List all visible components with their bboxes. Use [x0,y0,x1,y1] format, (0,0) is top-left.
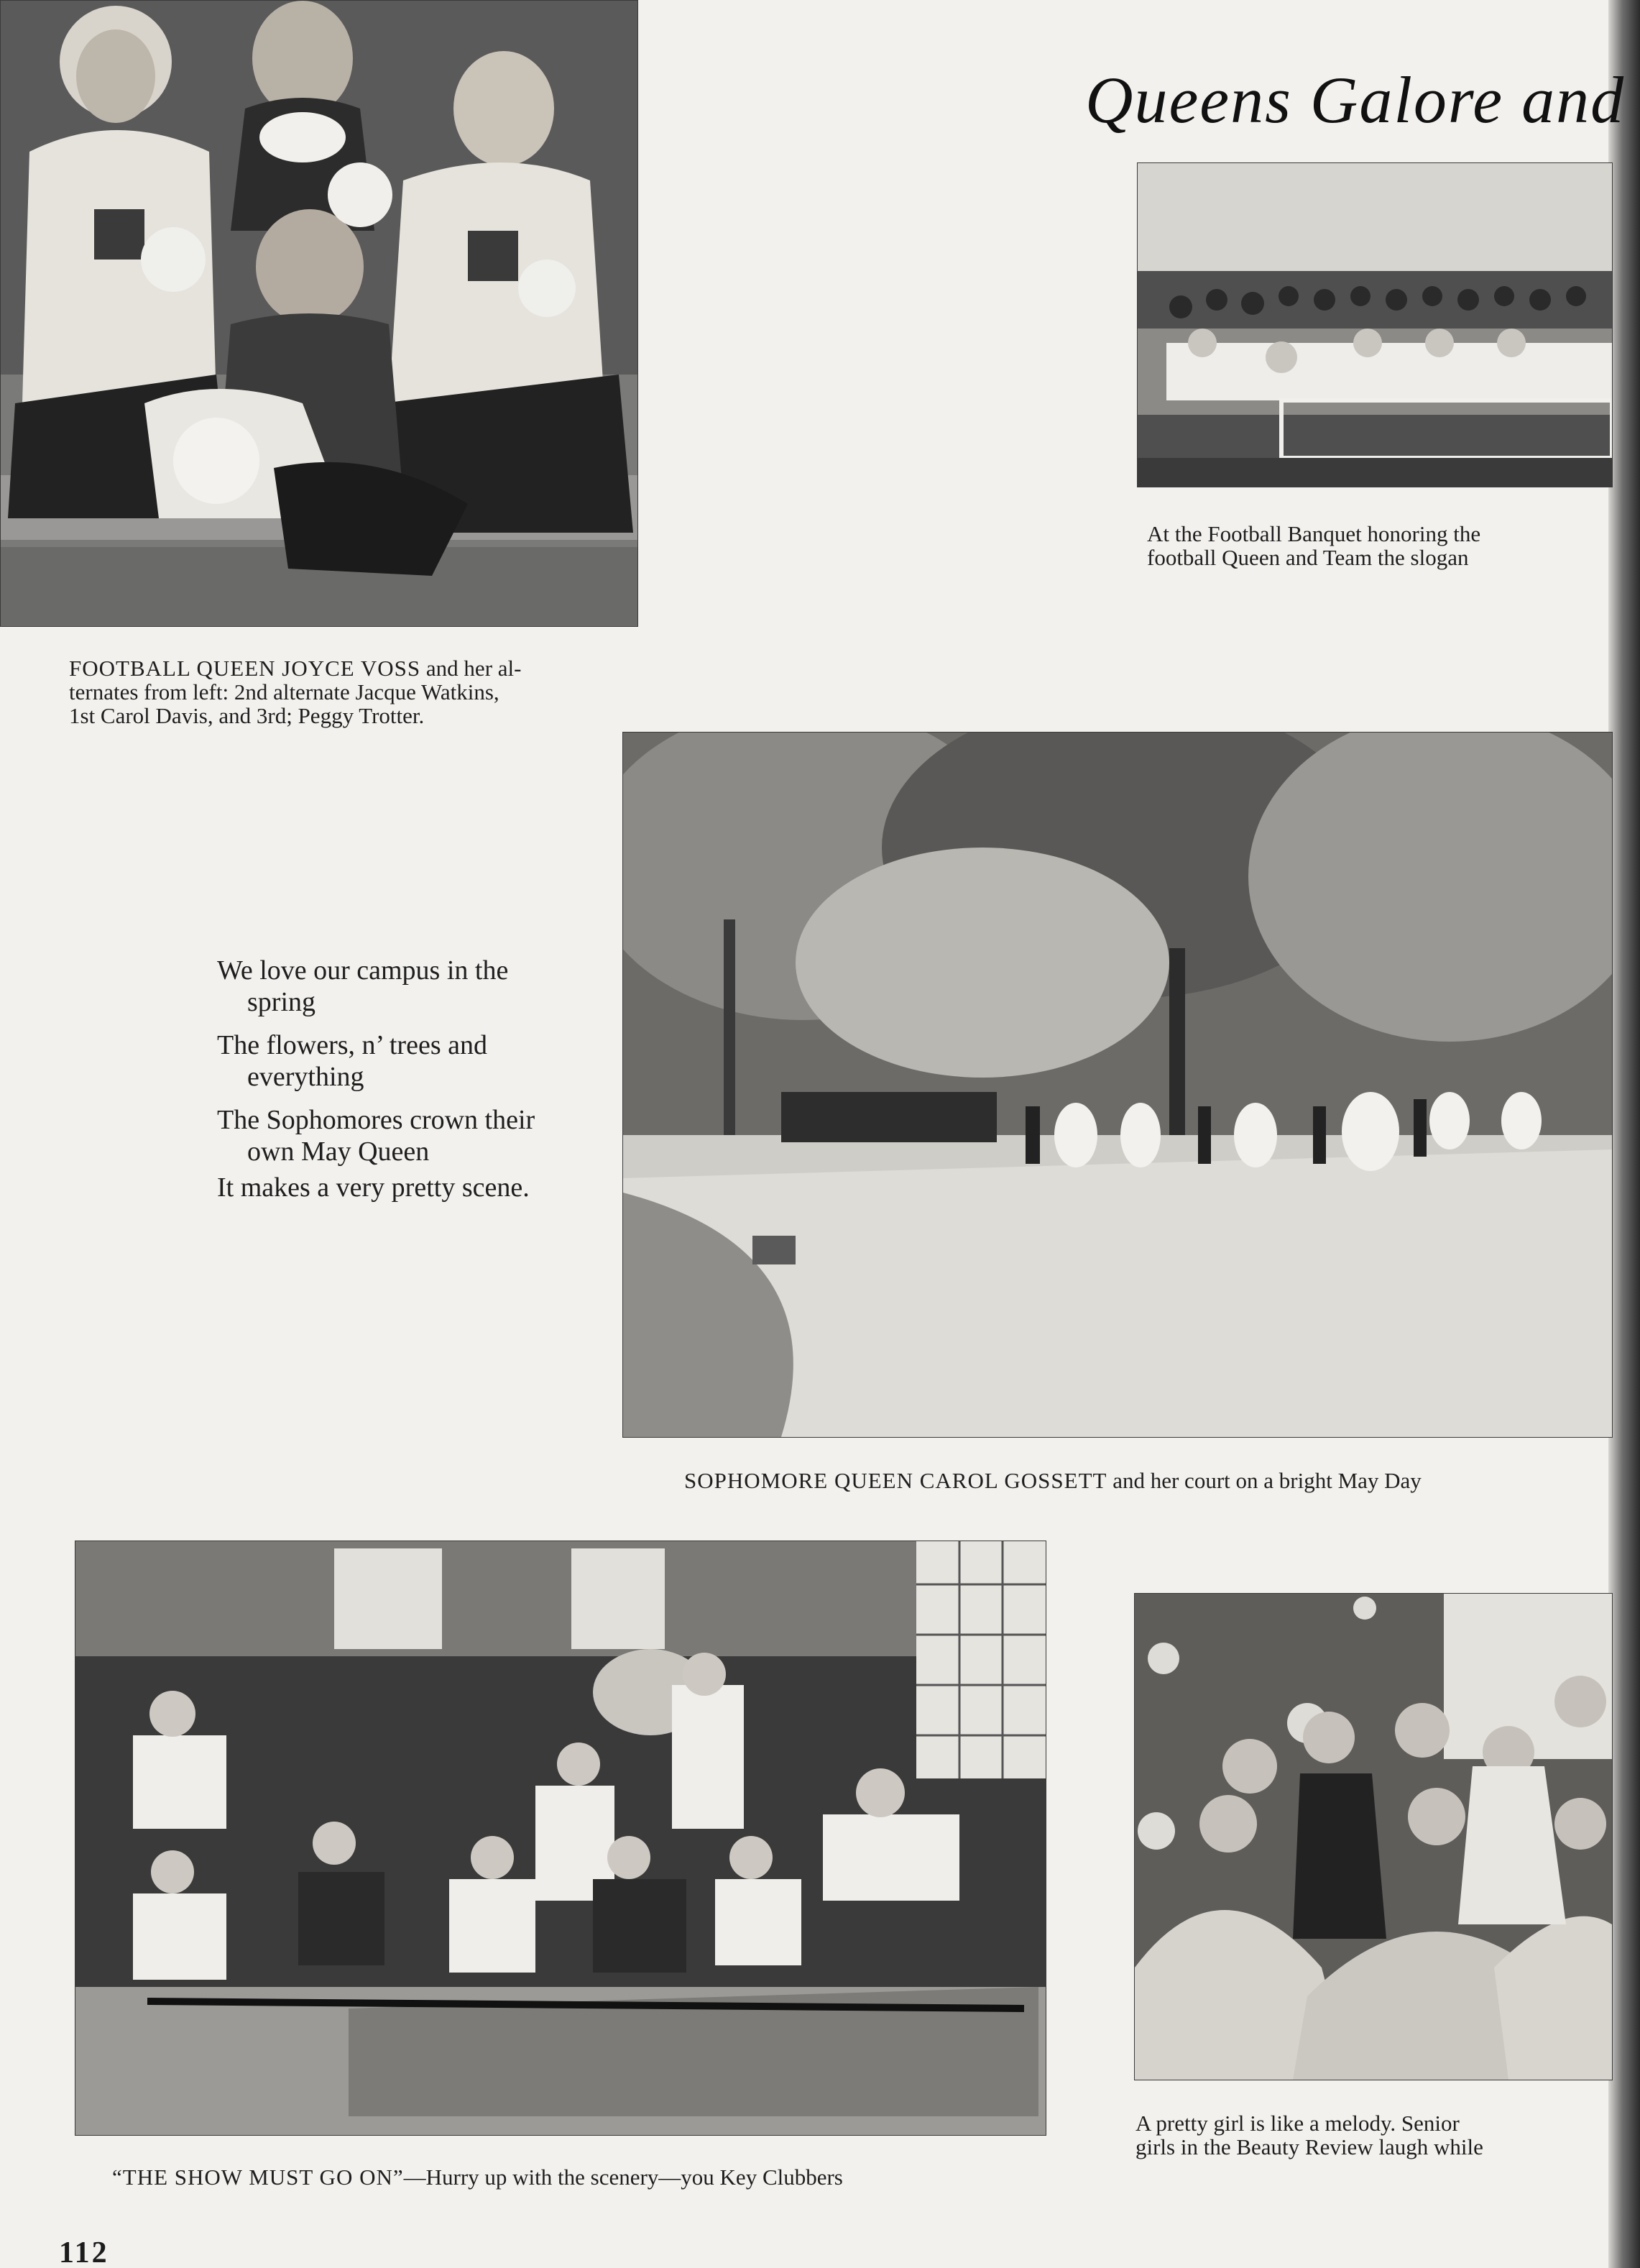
poem-line: everything [247,1062,364,1092]
spring-poem [217,955,619,1203]
football-queen-caption-line2: ternates from left: 2nd alternate Jacque Watkins, [69,679,499,704]
poem-line: It makes a very pretty scene. [217,1172,530,1203]
poem-line: spring [247,987,315,1017]
poem-line: The flowers, n’ trees and [217,1030,487,1060]
beauty-review-photo [1134,1593,1613,2080]
page-title: Queens Galore and [1085,63,1626,137]
key-club-caption-lead: “THE SHOW MUST GO ON” [112,2164,404,2190]
football-queen-caption-lead: FOOTBALL QUEEN JOYCE VOSS [69,656,421,681]
beauty-review-caption [1135,2111,1567,2159]
football-queen-photo [0,0,638,627]
football-queen-caption-line3: 1st Carol Davis, and 3rd; Peggy Trotter. [69,703,425,728]
poem-line: own May Queen [247,1137,430,1167]
poem-line: We love our campus in the [217,955,509,986]
sophomore-queen-caption [684,1469,1547,1492]
football-queen-caption [69,656,630,727]
football-queen-caption-line1: and her al- [420,656,522,681]
key-club-caption-rest: —Hurry up with the scenery—you Key Clubbers [403,2164,843,2190]
key-club-caption [112,2165,1046,2189]
may-day-court-photo [622,732,1613,1438]
sophomore-queen-caption-lead: SOPHOMORE QUEEN CAROL GOSSETT [684,1468,1107,1493]
banquet-caption-line1: At the Football Banquet honoring the [1147,521,1481,546]
key-club-scenery-photo [75,1541,1046,2136]
banquet-caption-line2: football Queen and Team the slogan [1147,545,1469,570]
poem-line: The Sophomores crown their [217,1105,535,1135]
beauty-review-caption-line2: girls in the Beauty Review laugh while [1135,2134,1483,2159]
beauty-review-caption-line1: A pretty girl is like a melody. Senior [1135,2111,1460,2136]
page-number: 112 [59,2236,109,2268]
book-spine-shadow [1608,0,1640,2268]
sophomore-queen-caption-rest: and her court on a bright May Day [1107,1468,1422,1493]
banquet-caption [1147,522,1578,569]
football-banquet-photo [1137,162,1613,487]
